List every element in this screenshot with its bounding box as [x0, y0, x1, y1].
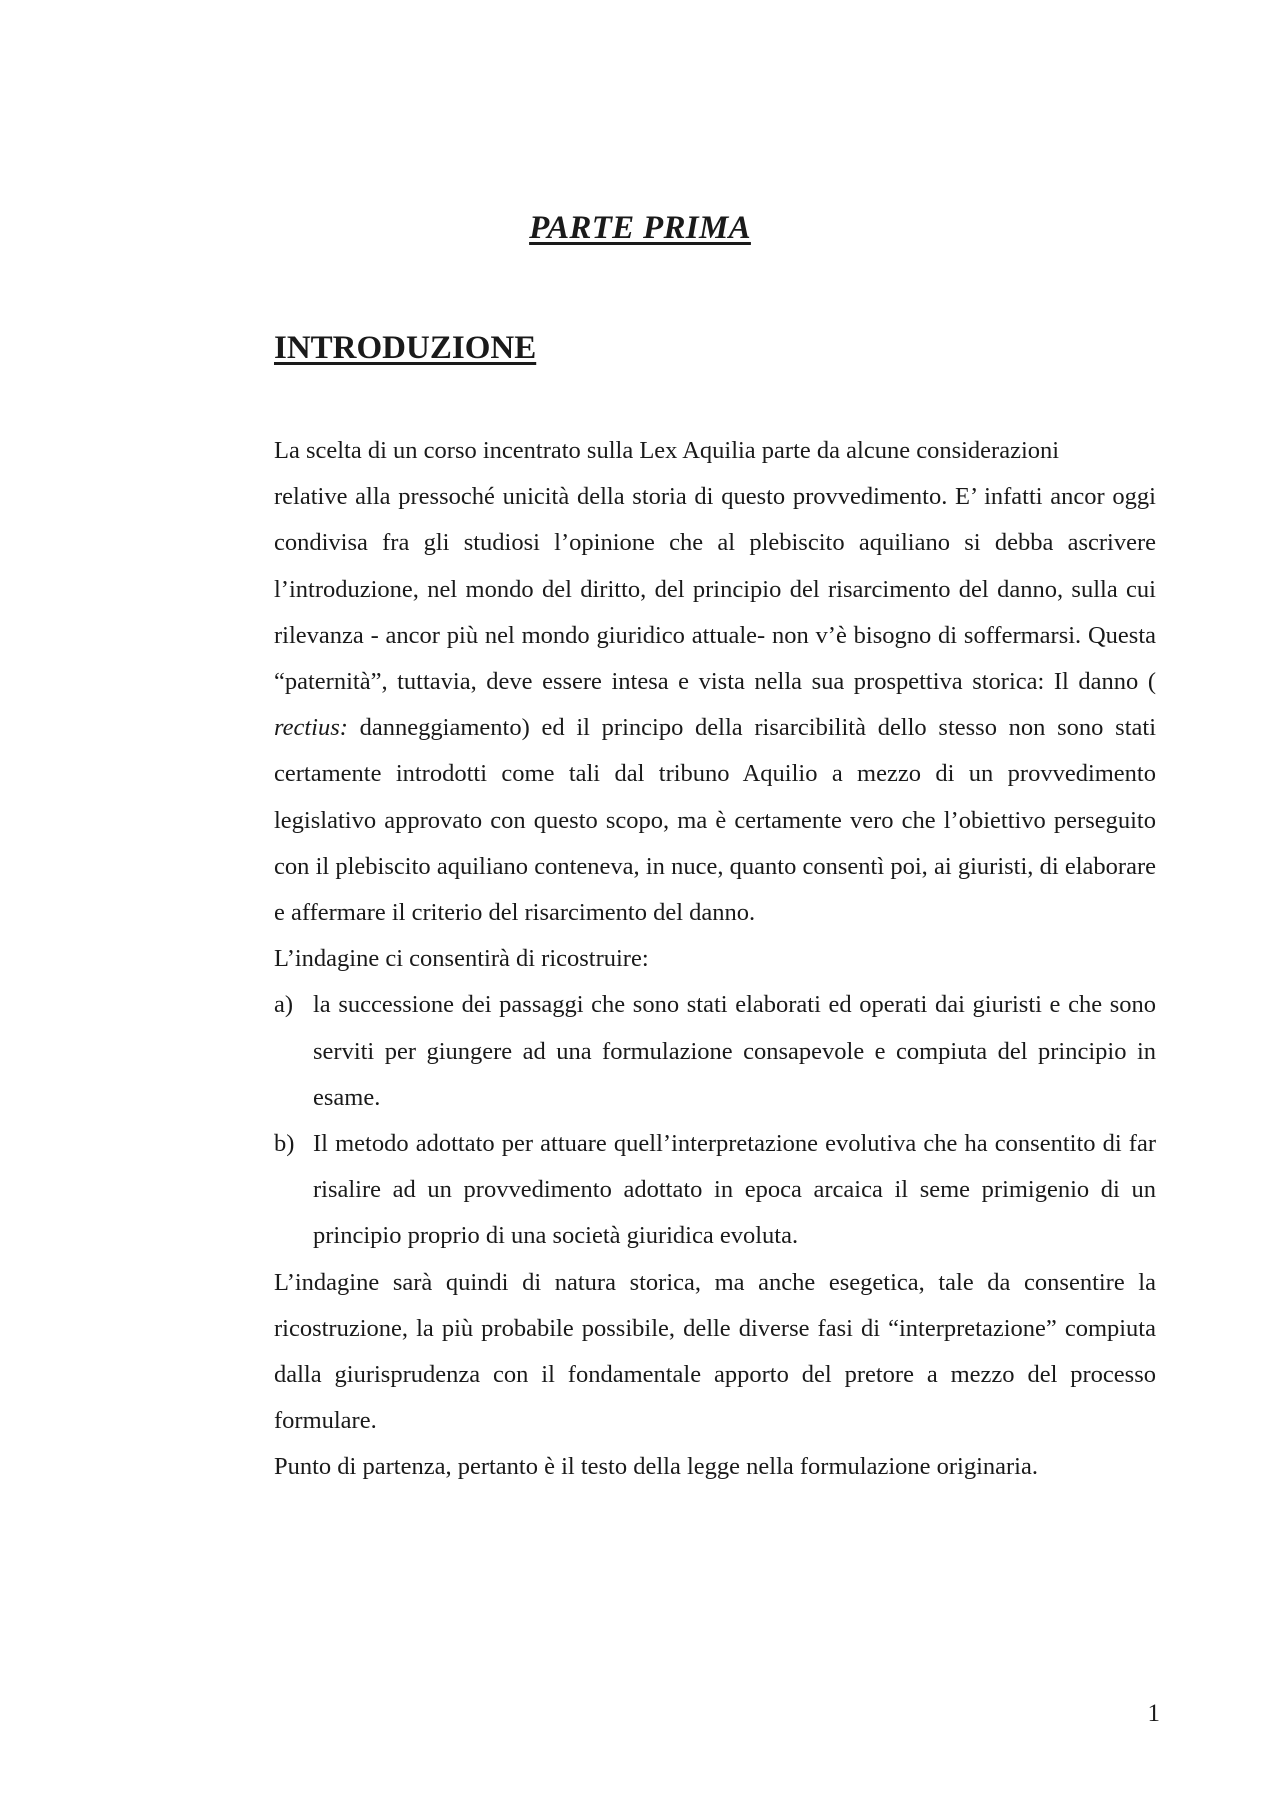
list-marker: b) — [274, 1130, 295, 1158]
paragraph-indagine-nature: L’indagine sarà quindi di natura storica, ma anche esegetica, tale da consentire la ricostruzione, la più probabile possibile, delle diverse fasi di “interpretazione” compiuta dalla giurisprudenza con il fondamentale apporto del pretore a mezzo del processo formulare. — [274, 1268, 1156, 1435]
page-number: 1 — [1147, 1700, 1160, 1727]
paragraph-indagine-lead: L’indagine ci consentirà di ricostruire: — [274, 945, 649, 973]
list-item — [274, 1121, 1156, 1260]
list-item-text: Il metodo adottato per attuare quell’interpretazione evolutiva che ha consentito di far risalire ad un provvedimento adottato in epoca arcaica il seme primigenio di un principio proprio di una società giuridica evoluta. — [313, 1130, 1156, 1250]
document-body — [274, 428, 1156, 1491]
objectives-list — [274, 982, 1156, 1259]
part-title: PARTE PRIMA — [529, 210, 751, 246]
section-title: INTRODUZIONE — [274, 330, 537, 366]
paragraph-intro-first-line: La scelta di un corso incentrato sulla Lex Aquilia parte da alcune considerazioni — [274, 437, 1060, 464]
paragraph-intro-text: relative alla pressoché unicità della storia di questo provvedimento. E’ infatti ancor oggi condivisa fra gli studiosi l’opinione che al plebiscito aquiliano si debba ascrivere l’introduzione, nel mondo del diritto, del principio del risarcimento del danno, sulla cui rilevanza - ancor più nel mondo giuridico attuale- non v’è bisogno di soffermarsi. Questa “paternità”, tuttavia, deve essere intesa e vista nella sua prospettiva storica: Il danno ( — [274, 483, 1156, 696]
paragraph-intro-text-cont: danneggiamento) ed il principo della risarcibilità dello stesso non sono stati certamente introdotti come tali dal tribuno Aquilio a mezzo di un provvedimento legislativo approvato con questo scopo, ma è certamente vero che l’obiettivo perseguito con il plebiscito aquiliano conteneva, in nuce, quanto consentì poi, ai giuristi, di elaborare e affermare il criterio del risarcimento del danno. — [274, 714, 1156, 927]
paragraph-intro — [274, 428, 1156, 936]
paragraph-starting-point: Punto di partenza, pertanto è il testo della legge nella formulazione originaria. — [274, 1453, 1038, 1481]
list-marker: a) — [274, 991, 294, 1019]
list-item — [274, 982, 1156, 1121]
list-item-text: la successione dei passaggi che sono stati elaborati ed operati dai giuristi e che sono serviti per giungere ad una formulazione consapevole e compiuta del principio in esame. — [313, 991, 1156, 1111]
italic-term: rectius: — [274, 714, 348, 742]
